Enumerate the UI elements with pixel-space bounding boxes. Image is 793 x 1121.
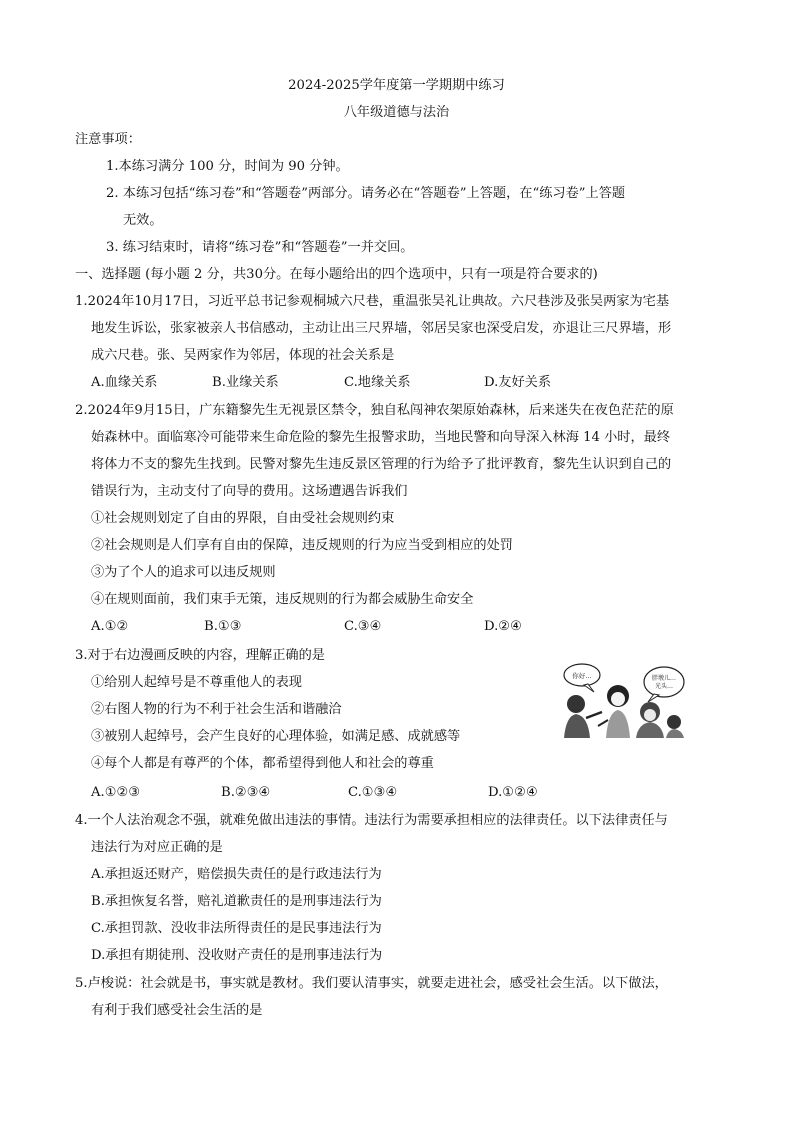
option-b: B.业缘关系 bbox=[212, 375, 279, 390]
page-title: 2024-2025学年度第一学期期中练习 bbox=[288, 78, 505, 93]
question-line: 有利于我们感受社会生活的是 bbox=[91, 1003, 263, 1018]
option-d: D.②④ bbox=[484, 619, 522, 634]
statement-4: ④在规则面前，我们束手无策，违反规则的行为都会威胁生命安全 bbox=[91, 592, 474, 607]
question-line: 地发生诉讼，张家被亲人书信感动，主动让出三尺界墙，邻居吴家也深受启发，亦退让三尺界墙，形 bbox=[91, 321, 672, 336]
option-a: A.血缘关系 bbox=[91, 375, 158, 390]
question-line: 将体力不支的黎先生找到。民警对黎先生违反景区管理的行为给予了批评教育，黎先生认识到自己的 bbox=[91, 457, 672, 472]
option-a: A.①② bbox=[91, 619, 129, 634]
notice-item-2: 2. 本练习包括“练习卷”和“答题卷”两部分。请务必在“答题卷”上答题，在“练习卷”上答题 bbox=[106, 186, 626, 201]
option-a: A.①②③ bbox=[91, 785, 141, 800]
choice-c: C.承担罚款、没收非法所得责任的是民事违法行为 bbox=[91, 921, 382, 936]
bubble-right-text: 胖墩儿… bbox=[651, 675, 677, 682]
bubble-left-text: 你好… bbox=[572, 672, 592, 680]
statement-4: ④每个人都是有尊严的个体，都希望得到他人和社会的尊重 bbox=[91, 756, 434, 771]
choice-a: A.承担返还财产，赔偿损失责任的是行政违法行为 bbox=[91, 867, 382, 882]
question-line: 违法行为对应正确的是 bbox=[91, 840, 223, 855]
statement-2: ②右图人物的行为不利于社会生活和谐融洽 bbox=[91, 702, 342, 717]
statement-3: ③为了个人的追求可以违反规则 bbox=[91, 565, 276, 580]
statement-2: ②社会规则是人们享有自由的保障，违反规则的行为应当受到相应的处罚 bbox=[91, 538, 513, 553]
page-subtitle: 八年级道德与法治 bbox=[343, 105, 450, 120]
question-line: 3.对于右边漫画反映的内容，理解正确的是 bbox=[75, 648, 325, 663]
choice-d: D.承担有期徒刑、没收财产责任的是刑事违法行为 bbox=[91, 948, 383, 963]
option-c: C.①③④ bbox=[348, 785, 398, 800]
option-c: C.地缘关系 bbox=[344, 375, 411, 390]
option-c: C.③④ bbox=[344, 619, 382, 634]
notice-heading: 注意事项： bbox=[75, 132, 141, 147]
option-b: B.①③ bbox=[204, 619, 242, 634]
question-line: 成六尺巷。张、吴两家作为邻居，体现的社会关系是 bbox=[91, 348, 395, 363]
question-line: 1.2024年10月17日，习近平总书记参观桐城六尺巷，重温张吴礼让典故。六尺巷涉及张吴两家为宅基 bbox=[75, 294, 670, 309]
statement-1: ①给别人起绰号是不尊重他人的表现 bbox=[91, 675, 302, 690]
question-line: 错误行为，主动支付了向导的费用。这场遭遇告诉我们 bbox=[91, 484, 408, 499]
option-d: D.友好关系 bbox=[484, 375, 552, 390]
question-line: 5.卢梭说：社会就是书，事实就是教材。我们要认清事实，就要走进社会，感受社会生活。以下做法， bbox=[75, 976, 668, 991]
question-line: 2.2024年9月15日，广东籍黎先生无视景区禁令，独自私闯神农架原始森林，后来迷失在夜色茫茫的原 bbox=[75, 403, 674, 418]
question-line: 始森林中。面临寒冷可能带来生命危险的黎先生报警求助，当地民警和向导深入林海 14 小时，最终 bbox=[91, 430, 671, 445]
notice-item-1: 1.本练习满分 100 分，时间为 90 分钟。 bbox=[106, 159, 349, 174]
statement-3: ③被别人起绰号，会产生良好的心理体验，如满足感、成就感等 bbox=[91, 729, 461, 744]
notice-item-2-cont: 无效。 bbox=[123, 213, 163, 228]
notice-item-3: 3. 练习结束时，请将“练习卷”和“答题卷”一并交回。 bbox=[106, 240, 414, 255]
question-line: 4.一个人法治观念不强，就难免做出违法的事情。违法行为需要承担相应的法律责任。以下法律责任与 bbox=[75, 813, 668, 828]
section-heading: 一、选择题 (每小题 2 分，共30分。在每小题给出的四个选项中，只有一项是符合要求的) bbox=[75, 267, 598, 282]
option-d: D.①②④ bbox=[488, 785, 538, 800]
option-b: B.②③④ bbox=[221, 785, 271, 800]
nickname-cartoon-image bbox=[558, 660, 688, 738]
choice-b: B.承担恢复名誉，赔礼道歉责任的是刑事违法行为 bbox=[91, 894, 382, 909]
bubble-right-text-2: 光头… bbox=[654, 683, 674, 690]
statement-1: ①社会规则划定了自由的界限，自由受社会规则约束 bbox=[91, 511, 395, 526]
